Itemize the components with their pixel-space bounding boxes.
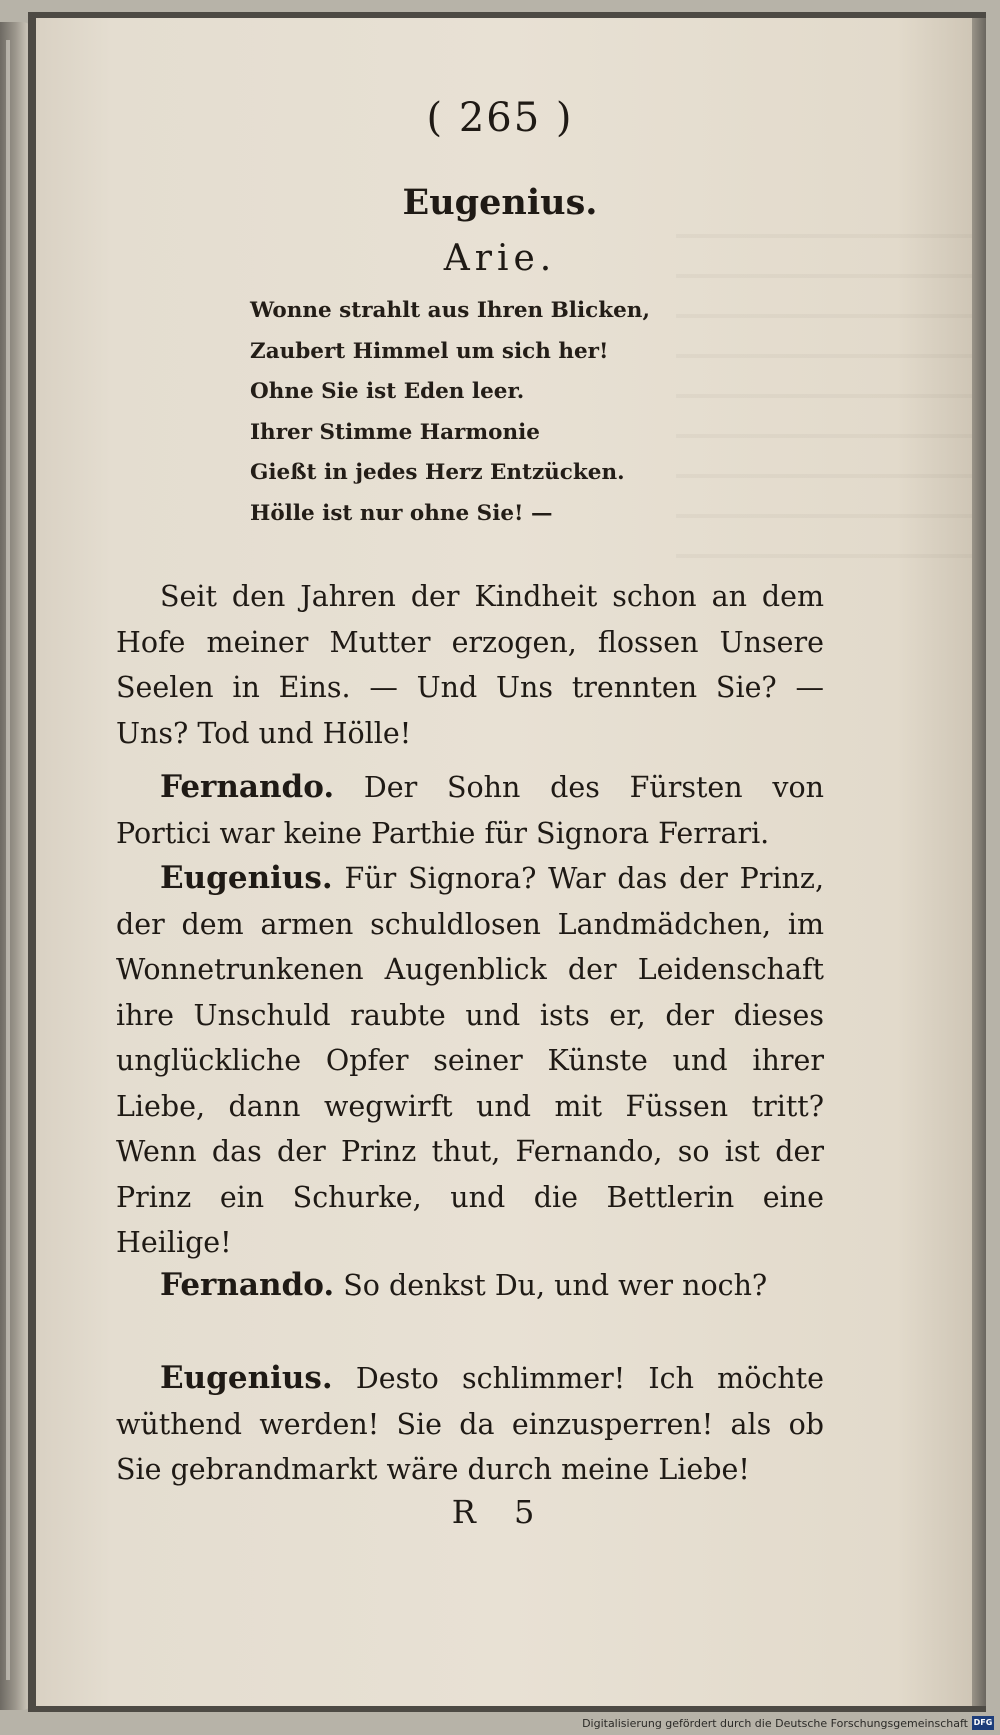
speaker-heading: Eugenius. <box>402 182 598 223</box>
dfg-logo-icon: DFG <box>972 1716 994 1730</box>
page-number: ( 265 ) <box>426 95 574 141</box>
speaker-name: Eugenius. <box>160 1360 333 1396</box>
speaker-name: Eugenius. <box>160 860 333 896</box>
paragraph-text: Seit den Jahren der Kindheit schon an dem Hofe meiner Mutter erzogen, flossen Unsere Seelen in Eins. — Und Uns trennten Sie? — Uns? Tod und Hölle! <box>116 580 824 750</box>
book-edge-highlight <box>6 40 10 1680</box>
verse-line: Hölle ist nur ohne Sie! — <box>250 500 553 526</box>
paragraph-text: Für Signora? War das der Prinz, der dem armen schuldlosen Landmädchen, im Wonnetrunkenen Augenblick der Leidenschaft ihre Unschuld raubte und ists er, der dieses unglückliche Opfer seiner Künste und ihrer Liebe, dann wegwirft und mit Füssen tritt? Wenn das der Prinz thut, Fernando, so ist der Prinz ein Schurke, und die Bettlerin eine Heilige! <box>116 862 825 1259</box>
paragraph-text: So denkst Du, und wer noch? <box>343 1269 768 1302</box>
paragraph-4 <box>116 1263 824 1309</box>
paragraph-text: Desto schlimmer! Ich möchte wüthend werden! Sie da einzusperren! als ob Sie gebrandmarkt wäre durch meine Liebe! <box>116 1362 824 1486</box>
page-number-value: 265 <box>458 95 542 141</box>
speaker-name: Fernando. <box>160 769 335 805</box>
aria-heading: Arie. <box>443 238 557 279</box>
paragraph-3 <box>116 856 824 1266</box>
verse-block <box>250 291 810 534</box>
verse-line: Ihrer Stimme Harmonie <box>250 419 540 445</box>
verse-line: Ohne Sie ist Eden leer. <box>250 379 525 404</box>
paragraph-text: Der Sohn des Fürsten von Portici war keine Parthie für Signora Ferrari. <box>116 771 825 850</box>
verse-line: Gießt in jedes Herz Entzücken. <box>250 460 625 485</box>
digitization-credit: Digitalisierung gefördert durch die Deutsche Forschungsgemeinschaft <box>582 1717 968 1730</box>
verse-line: Zaubert Himmel um sich her! <box>250 338 609 364</box>
paragraph-5 <box>116 1356 824 1493</box>
paragraph-2 <box>116 765 824 856</box>
signature-mark: R 5 <box>451 1493 549 1531</box>
speaker-name: Fernando. <box>160 1267 335 1303</box>
verse-line: Wonne strahlt aus Ihren Blicken, <box>250 298 650 323</box>
paragraph-1 <box>116 574 824 756</box>
